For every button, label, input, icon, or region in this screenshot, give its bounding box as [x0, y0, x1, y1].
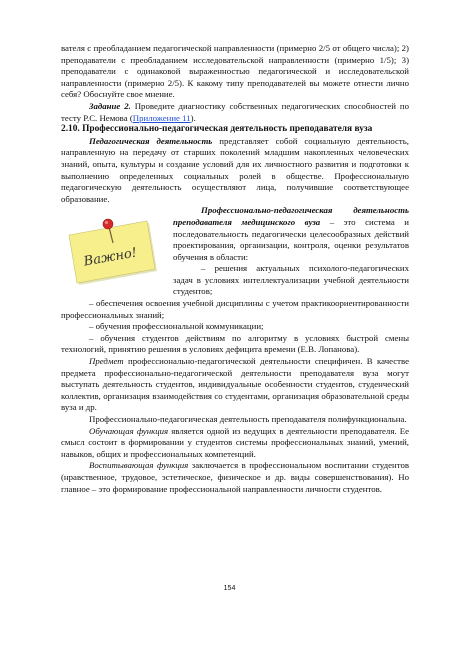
paragraph-polyfunctional: Профессионально-педагогическая деятельность преподавателя полифункциональна.: [89, 414, 407, 424]
list-item: – обеспечения освоения учебной дисциплины с учетом практикоориентированности профессиональных знаний;: [61, 298, 409, 320]
paragraph-teaching-function: [61, 426, 409, 461]
subject-text: профессионально-педагогической деятельности специфичен. В качестве предмета профессионально-педагогической деятельности преподавателя вуза могут выступать деятельность студентов, индивидуальные особенности студентов, студенческий коллектив, организация взаимодействия со студентами, организация образовательной среды вуза и др.: [61, 356, 409, 413]
paragraph-task-2: [61, 101, 409, 124]
push-pin-icon: [103, 219, 113, 229]
important-sticky-note: [59, 205, 167, 291]
paragraph-subject: [61, 356, 409, 414]
professional-activity-text: – это система и последовательность педагогически целесообразных действий проектирования, организации, контроля, оценки результатов обучения в области:: [173, 216, 410, 262]
note-label: Важно!: [82, 245, 139, 270]
paragraph-teacher-types: вателя с преобладанием педагогической направленности (примерно 2/5 от общего числа); 2) преподаватели с преобладанием исследовательской направленности (примерно 1/5); 3) преподаватели с одинаковой выраженностью педагогической и исследовательской направленности (примерно 2/5). К какому типу преподавателей вы можете отнести лично себя? Обоснуйте свое мнение.: [61, 43, 409, 100]
list-item: – обучения студентов действиям по алгоритму в условиях быстрой смены технологий, принятию решения в условиях дефицита времени (Е.В. Лопанова).: [61, 332, 409, 355]
list-item: – решения актуальных психолого-педагогических задач в условиях интеллектуализации учебной деятельности студентов;: [173, 263, 409, 297]
list-item: – обучения профессиональной коммуникации;: [89, 321, 264, 332]
paragraph-educating-function: [61, 460, 409, 495]
term-pedagogical-activity: Педагогическая деятельность: [89, 135, 213, 146]
page-body: [61, 43, 409, 495]
teaching-function-text: является одной из ведущих в деятельности преподавателя. Ее смысл состоит в формировании у студентов системы профессиональных знаний, умений, навыков, общих и профессиональных компетенций.: [61, 425, 409, 459]
educating-function-text: заключается в профессиональном воспитании студентов (нравственное, трудовое, эстетическое, физическое и др. виды совершенствования). Но главное – это формирование профессиональной направленности личности студентов.: [61, 460, 409, 494]
section-heading: 2.10. Профессионально-педагогическая деятельность преподавателя вуза: [61, 124, 373, 135]
appendix-11-link[interactable]: Приложение 11: [132, 112, 191, 123]
sticky-note-graphic: [59, 205, 167, 291]
term-subject: Предмет: [89, 356, 124, 367]
definition-text: представляет собой социальную деятельность, направленную на передачу от старших поколений младшим накопленных человеческих знаний, опыта, культуры и создание условий для их личностного развития и подготовки к выполнению определенных социальных ролей в обществе. Профессиональную педагогическую деятельность осуществляют лица, получившие соответствующее образование.: [61, 135, 409, 204]
term-professional-activity: Профессионально-педагогическая деятельность преподавателя медицинского вуза: [173, 205, 409, 227]
paragraph-pedagogical-activity: [61, 136, 409, 206]
term-educating-function: Воспитывающая функция: [89, 460, 189, 471]
term-teaching-function: Обучающая функция: [89, 425, 169, 436]
task-text: Проведите диагностику собственных педагогических способностей по тесту Р.С. Немова (: [61, 100, 409, 123]
task-text-end: ).: [190, 112, 196, 123]
task-label: Задание 2.: [89, 100, 131, 111]
page-number: 154: [223, 585, 236, 592]
